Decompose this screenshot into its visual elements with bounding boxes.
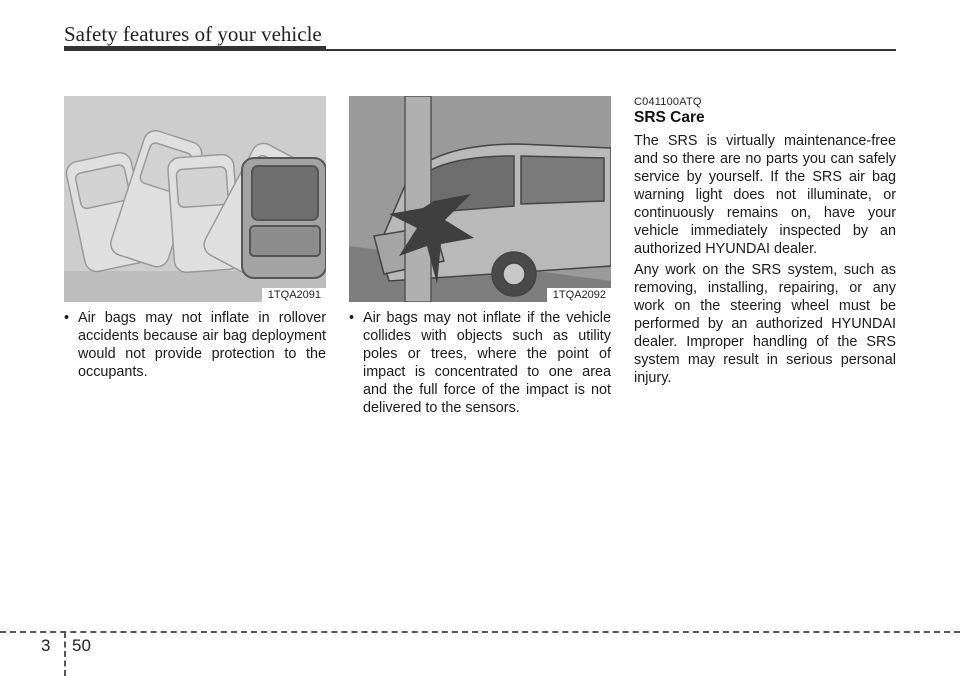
- header-rule-thick: [64, 46, 326, 51]
- bullet-marker: •: [349, 310, 355, 326]
- section-code: C041100ATQ: [634, 96, 702, 108]
- header-rule-thin: [326, 49, 896, 51]
- rollover-van-drawing: [64, 96, 326, 302]
- bullet-text: Air bags may not inflate if the vehicle collides with objects such as utility poles or trees, where the point of impact is concentrated to one area and the full force of the impact is not delivered to the sensors.: [363, 310, 611, 416]
- pole-collision-drawing: [349, 96, 611, 302]
- figure-code: 1TQA2091: [262, 288, 326, 302]
- pole-collision-illustration: [349, 96, 611, 302]
- page-header-title: Safety features of your vehicle: [64, 22, 322, 46]
- paragraph-maintenance: The SRS is virtually maintenance-free and so there are no parts you can safely service by yourself. If the SRS air bag warning light does not illuminate, or continuously remains on, have your vehicle immediately inspected by an authorized HYUNDAI dealer.: [634, 133, 896, 257]
- page-number: 50: [72, 636, 91, 655]
- chapter-number: 3: [41, 636, 51, 655]
- bullet-pole-collision: [349, 309, 611, 417]
- rollover-illustration: [64, 96, 326, 302]
- footer-divider: [64, 632, 66, 676]
- bullet-text: Air bags may not inflate in rollover accidents because air bag deployment would not provide protection to the occupants.: [78, 310, 326, 380]
- section-title: SRS Care: [634, 109, 705, 126]
- paragraph-handling: Any work on the SRS system, such as removing, installing, repairing, or any work on the steering wheel must be performed by an authorized HYUNDAI dealer. Improper handling of the SRS system may result in serious personal injury.: [634, 262, 896, 386]
- footer-rule: [0, 631, 960, 633]
- bullet-marker: •: [64, 310, 70, 326]
- figure-code: 1TQA2092: [547, 288, 611, 302]
- bullet-rollover: [64, 309, 326, 381]
